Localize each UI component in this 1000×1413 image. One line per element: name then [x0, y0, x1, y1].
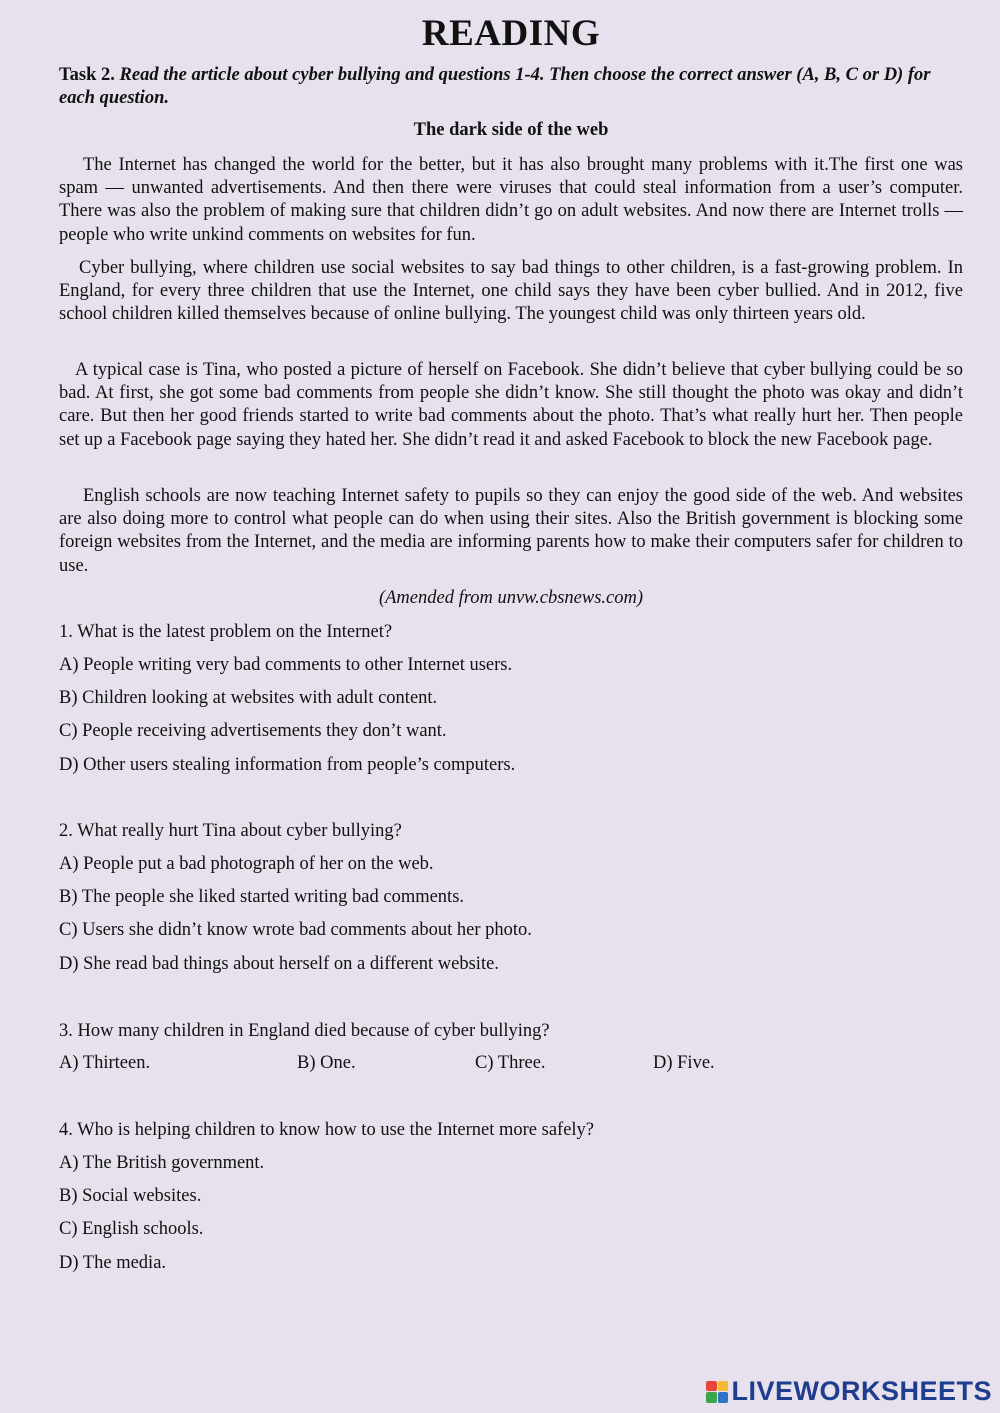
q2-option-a[interactable]: A) People put a bad photograph of her on the web.: [59, 854, 434, 874]
q3-option-c[interactable]: C) Three.: [475, 1053, 546, 1073]
article-source: (Amended from unvw.cbsnews.com): [378, 588, 644, 608]
q1-option-c[interactable]: C) People receiving advertisements they don’t want.: [59, 721, 447, 741]
q4-option-a[interactable]: A) The British government.: [59, 1153, 265, 1173]
page-title: READING: [421, 13, 601, 54]
article-paragraph: Cyber bullying, where children use social websites to say bad things to other children, is a fast-growing problem. In England, for every three children that use the Internet, one child says they have been cyber bullied. And in 2012, five school children killed themselves because of online bullying. The youngest child was only thirteen years old.: [59, 258, 963, 325]
logo-grid-icon: [706, 1381, 728, 1403]
q3-option-d[interactable]: D) Five.: [653, 1053, 715, 1073]
q2-option-c[interactable]: C) Users she didn’t know wrote bad comments about her photo.: [59, 920, 532, 940]
q1-option-a[interactable]: A) People writing very bad comments to other Internet users.: [59, 655, 513, 675]
q1-option-d[interactable]: D) Other users stealing information from people’s computers.: [59, 755, 516, 775]
article-paragraph: English schools are now teaching Internet safety to pupils so they can enjoy the good side of the web. And websites are also doing more to control what people can do when using their sites. Also the British government is blocking some foreign websites from the Internet, and the media are informing parents how to make their computers safer for children to use.: [59, 486, 963, 576]
logo-text: LIVEWORKSHEETS: [731, 1376, 992, 1406]
question-1: 1. What is the latest problem on the Internet?: [59, 622, 393, 642]
task-text: Read the article about cyber bullying and questions 1-4. Then choose the correct answer (A, B, C or D) for each question.: [59, 65, 931, 108]
question-2: 2. What really hurt Tina about cyber bullying?: [59, 821, 402, 841]
q4-option-b[interactable]: B) Social websites.: [59, 1186, 202, 1206]
q2-option-d[interactable]: D) She read bad things about herself on a different website.: [59, 954, 499, 974]
article-paragraph: The Internet has changed the world for the better, but it has also brought many problems with it.The first one was spam — unwanted advertisements. And then there were viruses that could steal information from a user’s computer. There was also the problem of making sure that children didn’t go on adult websites. And now there are Internet trolls — people who write unkind comments on websites for fun.: [59, 155, 963, 245]
liveworksheets-logo: [706, 1376, 992, 1407]
q4-option-d[interactable]: D) The media.: [59, 1253, 167, 1273]
article-title: The dark side of the web: [413, 120, 609, 140]
question-4: 4. Who is helping children to know how to use the Internet more safely?: [59, 1120, 595, 1140]
article-paragraph: A typical case is Tina, who posted a picture of herself on Facebook. She didn’t believe that cyber bullying could be so bad. At first, she got some bad comments from people she didn’t know. She still thought the photo was okay and didn’t care. But then her good friends started to write bad comments about the photo. That’s what really hurt her. Then people set up a Facebook page saying they hated her. She didn’t read it and asked Facebook to block the new Facebook page.: [59, 360, 963, 450]
task-instruction: [59, 64, 963, 110]
q1-option-b[interactable]: B) Children looking at websites with adult content.: [59, 688, 438, 708]
question-3: 3. How many children in England died because of cyber bullying?: [59, 1021, 550, 1041]
q3-option-b[interactable]: B) One.: [297, 1053, 356, 1073]
task-label: Task 2.: [59, 65, 115, 85]
q4-option-c[interactable]: C) English schools.: [59, 1219, 204, 1239]
q3-option-a[interactable]: A) Thirteen.: [59, 1053, 151, 1073]
q2-option-b[interactable]: B) The people she liked started writing bad comments.: [59, 887, 465, 907]
